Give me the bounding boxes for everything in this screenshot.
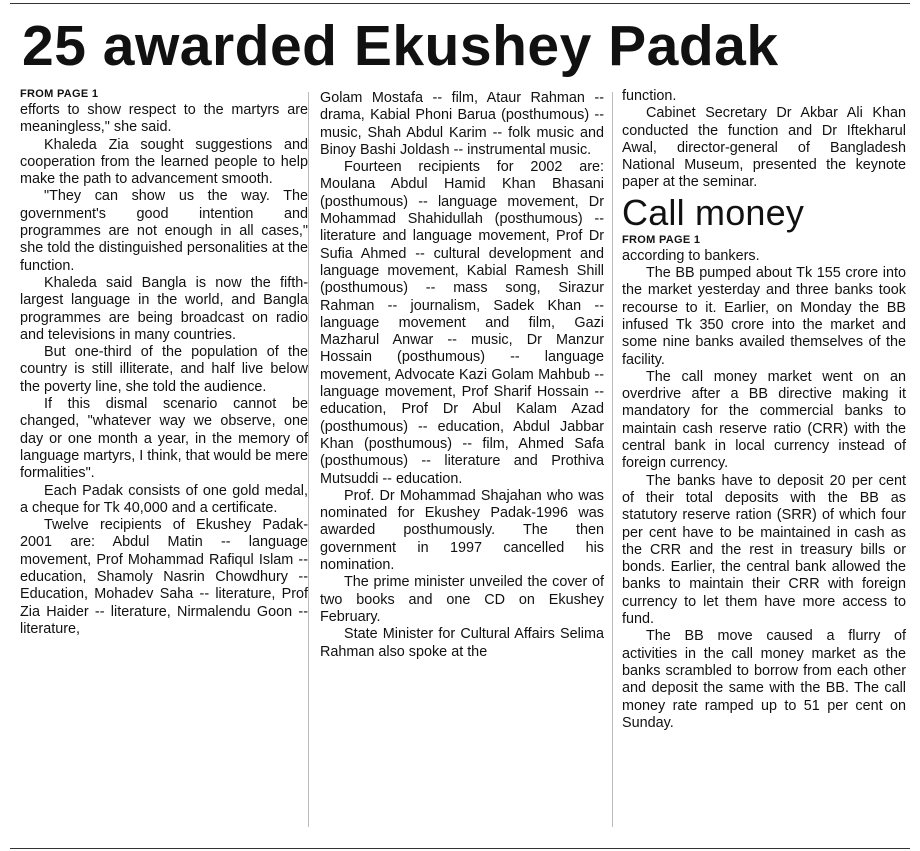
paragraph: The call money market went on an overdrive after a BB directive making it mandatory for the commercial banks to maintain cash reserve ratio (CRR) with the central bank in local currency instead of foreign currency. bbox=[622, 368, 906, 472]
paragraph: "They can show us the way. The government's good intention and programmes are not enough in all cases," she told the distinguished personalities at the function. bbox=[20, 188, 308, 274]
paragraph: The BB pumped about Tk 155 crore into the market yesterday and three banks took recourse to it. Earlier, on Monday the BB infused Tk 350 crore into the market and some nine banks availed themselves of the facility. bbox=[622, 265, 906, 368]
paragraph: efforts to show respect to the martyrs are meaningless," she said. bbox=[20, 102, 308, 136]
paragraph: But one-third of the population of the country is still illiterate, and half live below the poverty line, she told the audience. bbox=[20, 344, 308, 395]
article-column-1 bbox=[20, 88, 308, 638]
from-page-label: FROM PAGE 1 bbox=[20, 88, 99, 100]
paragraph: Twelve recipients of Ekushey Padak-2001 are: Abdul Matin -- language movement, Prof Mohammad Rafiqul Islam -- education, Shamoly Nasrin Chowdhury -- Education, Mohadev Saha -- literature, Prof Zia Haider -- literature, Nirmalendu Goon -- literature, bbox=[20, 517, 308, 637]
column-divider bbox=[308, 92, 309, 827]
paragraph: Khaleda said Bangla is now the fifth-largest language in the world, and Bangla programmes are being broadcast on radio and televisions in many countries. bbox=[20, 274, 308, 343]
paragraph: Cabinet Secretary Dr Akbar Ali Khan conducted the function and Dr Iftekharul Awal, director-general of Bangladesh National Museum, presented the keynote paper at the seminar. bbox=[622, 105, 906, 191]
paragraph: If this dismal scenario cannot be changed, "whatever way we observe, one day or one month a year, in the memory of language martyrs, I think, that would be mere formalities". bbox=[20, 396, 308, 482]
paragraph: Fourteen recipients for 2002 are: Moulana Abdul Hamid Khan Bhasani (posthumous) -- language movement, Dr Mohammad Shahidullah (posthumous) -- literature and language movement, Prof Dr Sufia Ahmed -- cultural development and language movement, Kabial Ramesh Shill (posthumous) -- mass song, Sirazur Rahman -- journalism, Sadek Khan -- language movement and film, Gazi Mazharul Anwar -- music, Dr Manzur Hossain (posthumous) -- language movement, Advocate Kazi Golam Mahbub -- language movement, Prof Sharif Hossain -- education, Prof Dr Abul Kalam Azad (posthumous) -- education, Abdul Jabbar Khan (posthumous) -- film, Ahmed Safa (posthumous) -- literature and Prothiva Mutsuddi -- education. bbox=[320, 159, 604, 487]
article-column-2 bbox=[320, 90, 604, 661]
from-page-label: FROM PAGE 1 bbox=[622, 233, 701, 246]
paragraph: Prof. Dr Mohammad Shajahan who was nominated for Ekushey Padak-1996 was awarded posthumously. The then government in 1997 cancelled his nomination. bbox=[320, 487, 604, 574]
top-rule bbox=[10, 3, 910, 4]
paragraph: function. bbox=[622, 88, 677, 104]
paragraph: The BB move caused a flurry of activities in the call money market as the banks scrambled to borrow from each other and deposit the same with the BB. The call money rate ramped up to 51 per cent on Sunday. bbox=[622, 628, 906, 731]
paragraph: Each Padak consists of one gold medal, a cheque for Tk 40,000 and a certificate. bbox=[20, 482, 308, 516]
paragraph: Khaleda Zia sought suggestions and cooperation from the learned people to help make the path to advancement smooth. bbox=[20, 136, 308, 188]
paragraph: The banks have to deposit 20 per cent of their total deposits with the BB as statutory reserve ration (SRR) of which four per cent have to be maintained in cash as the CRR and the rest in treasury bills or bonds. Earlier, the central bank allowed the banks to maintain their CRR with foreign currency to let them have more access to fund. bbox=[622, 472, 906, 628]
paragraph: State Minister for Cultural Affairs Selima Rahman also spoke at the bbox=[320, 626, 604, 660]
headline: 25 awarded Ekushey Padak bbox=[22, 14, 779, 78]
bottom-rule bbox=[10, 848, 910, 849]
paragraph: Golam Mostafa -- film, Ataur Rahman -- drama, Kabial Phoni Barua (posthumous) -- music, Shah Abdul Karim -- folk music and Binoy Bashi Joldash -- instrumental music. bbox=[320, 90, 604, 158]
paragraph: The prime minister unveiled the cover of two books and one CD on Ekushey February. bbox=[320, 574, 604, 625]
call-money-subheadline: Call money bbox=[622, 191, 805, 233]
column-divider bbox=[612, 92, 613, 827]
article-column-3 bbox=[622, 88, 906, 732]
paragraph: according to bankers. bbox=[622, 247, 760, 264]
